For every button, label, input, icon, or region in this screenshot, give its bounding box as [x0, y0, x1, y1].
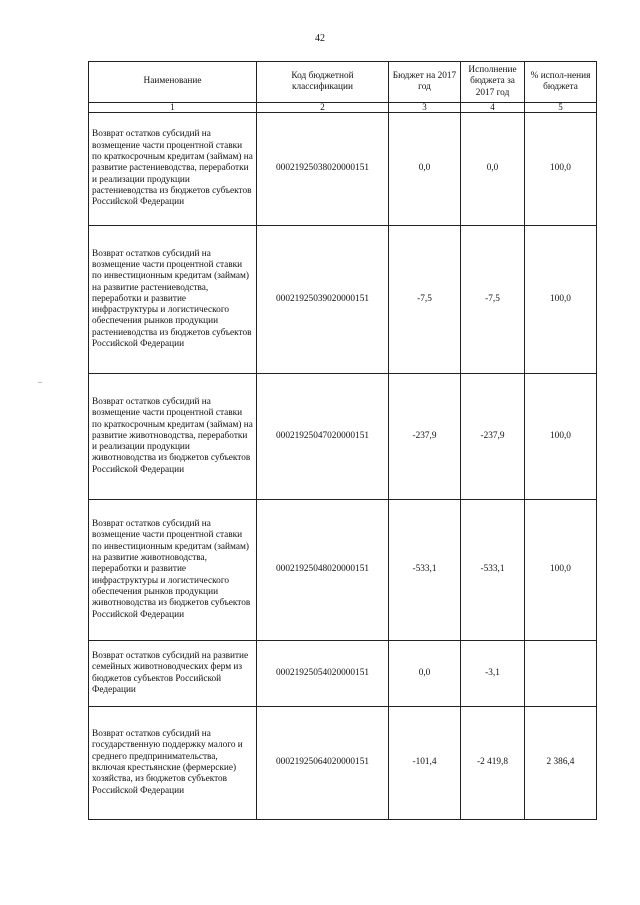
margin-mark: [38, 382, 42, 383]
header-code: Код бюджетной классификации: [257, 62, 389, 103]
column-number-row: [89, 103, 597, 113]
budget-table: [88, 61, 597, 820]
row-name: Возврат остатков субсидий на возмещение части процентной ставки по инвестиционным кредитам (займам) на развитие животноводства, переработки и развитие инфраструктуры и логистического обеспечения рынков продукции животноводства из бюджетов субъектов Российской Федерации: [89, 500, 257, 641]
table-row: [89, 113, 597, 226]
table-row: [89, 707, 597, 820]
row-name: Возврат остатков субсидий на государственную поддержку малого и среднего предпринимательства, включая крестьянские (фермерские) хозяйства, из бюджетов субъектов Российской Федерации: [89, 707, 257, 820]
row-execution: -2 419,8: [461, 707, 525, 820]
table-row: [89, 641, 597, 707]
row-budget: 0,0: [389, 113, 461, 226]
row-execution: -237,9: [461, 374, 525, 500]
row-execution: -3,1: [461, 641, 525, 707]
row-percent: 2 386,4: [525, 707, 597, 820]
row-budget: -533,1: [389, 500, 461, 641]
row-budget: 0,0: [389, 641, 461, 707]
row-budget: -101,4: [389, 707, 461, 820]
header-percent: % испол-нения бюджета: [525, 62, 597, 103]
row-percent: 100,0: [525, 226, 597, 374]
row-name: Возврат остатков субсидий на возмещение части процентной ставки по инвестиционным кредитам (займам) на развитие растениеводства, переработки и развитие инфраструктуры и логистического обеспечения рынков продукции растениеводства из бюджетов субъектов Российской Федерации: [89, 226, 257, 374]
row-percent: 100,0: [525, 500, 597, 641]
header-execution: Исполнение бюджета за 2017 год: [461, 62, 525, 103]
row-code: 00021925048020000151: [257, 500, 389, 641]
table-row: [89, 500, 597, 641]
table-row: [89, 226, 597, 374]
header-budget: Бюджет на 2017 год: [389, 62, 461, 103]
column-number: 3: [389, 103, 461, 113]
column-number: 5: [525, 103, 597, 113]
row-name: Возврат остатков субсидий на развитие семейных животноводческих ферм из бюджетов субъектов Российской Федерации: [89, 641, 257, 707]
row-budget: -7,5: [389, 226, 461, 374]
header-row: [89, 62, 597, 103]
row-percent: [525, 641, 597, 707]
row-percent: 100,0: [525, 374, 597, 500]
row-code: 00021925038020000151: [257, 113, 389, 226]
column-number: 1: [89, 103, 257, 113]
row-code: 00021925047020000151: [257, 374, 389, 500]
row-name: Возврат остатков субсидий на возмещение части процентной ставки по краткосрочным кредитам (займам) на развитие животноводства, переработки и реализации продукции животноводства из бюджетов субъектов Российской Федерации: [89, 374, 257, 500]
row-budget: -237,9: [389, 374, 461, 500]
header-name: Наименование: [89, 62, 257, 103]
row-name: Возврат остатков субсидий на возмещение части процентной ставки по краткосрочным кредитам (займам) на развитие растениеводства, переработки и реализации продукции растениеводства из бюджетов субъектов Российской Федерации: [89, 113, 257, 226]
row-execution: -533,1: [461, 500, 525, 641]
column-number: 2: [257, 103, 389, 113]
row-execution: 0,0: [461, 113, 525, 226]
page-number: 42: [315, 33, 325, 44]
row-code: 00021925054020000151: [257, 641, 389, 707]
row-execution: -7,5: [461, 226, 525, 374]
table-row: [89, 374, 597, 500]
row-code: 00021925064020000151: [257, 707, 389, 820]
row-percent: 100,0: [525, 113, 597, 226]
row-code: 00021925039020000151: [257, 226, 389, 374]
column-number: 4: [461, 103, 525, 113]
